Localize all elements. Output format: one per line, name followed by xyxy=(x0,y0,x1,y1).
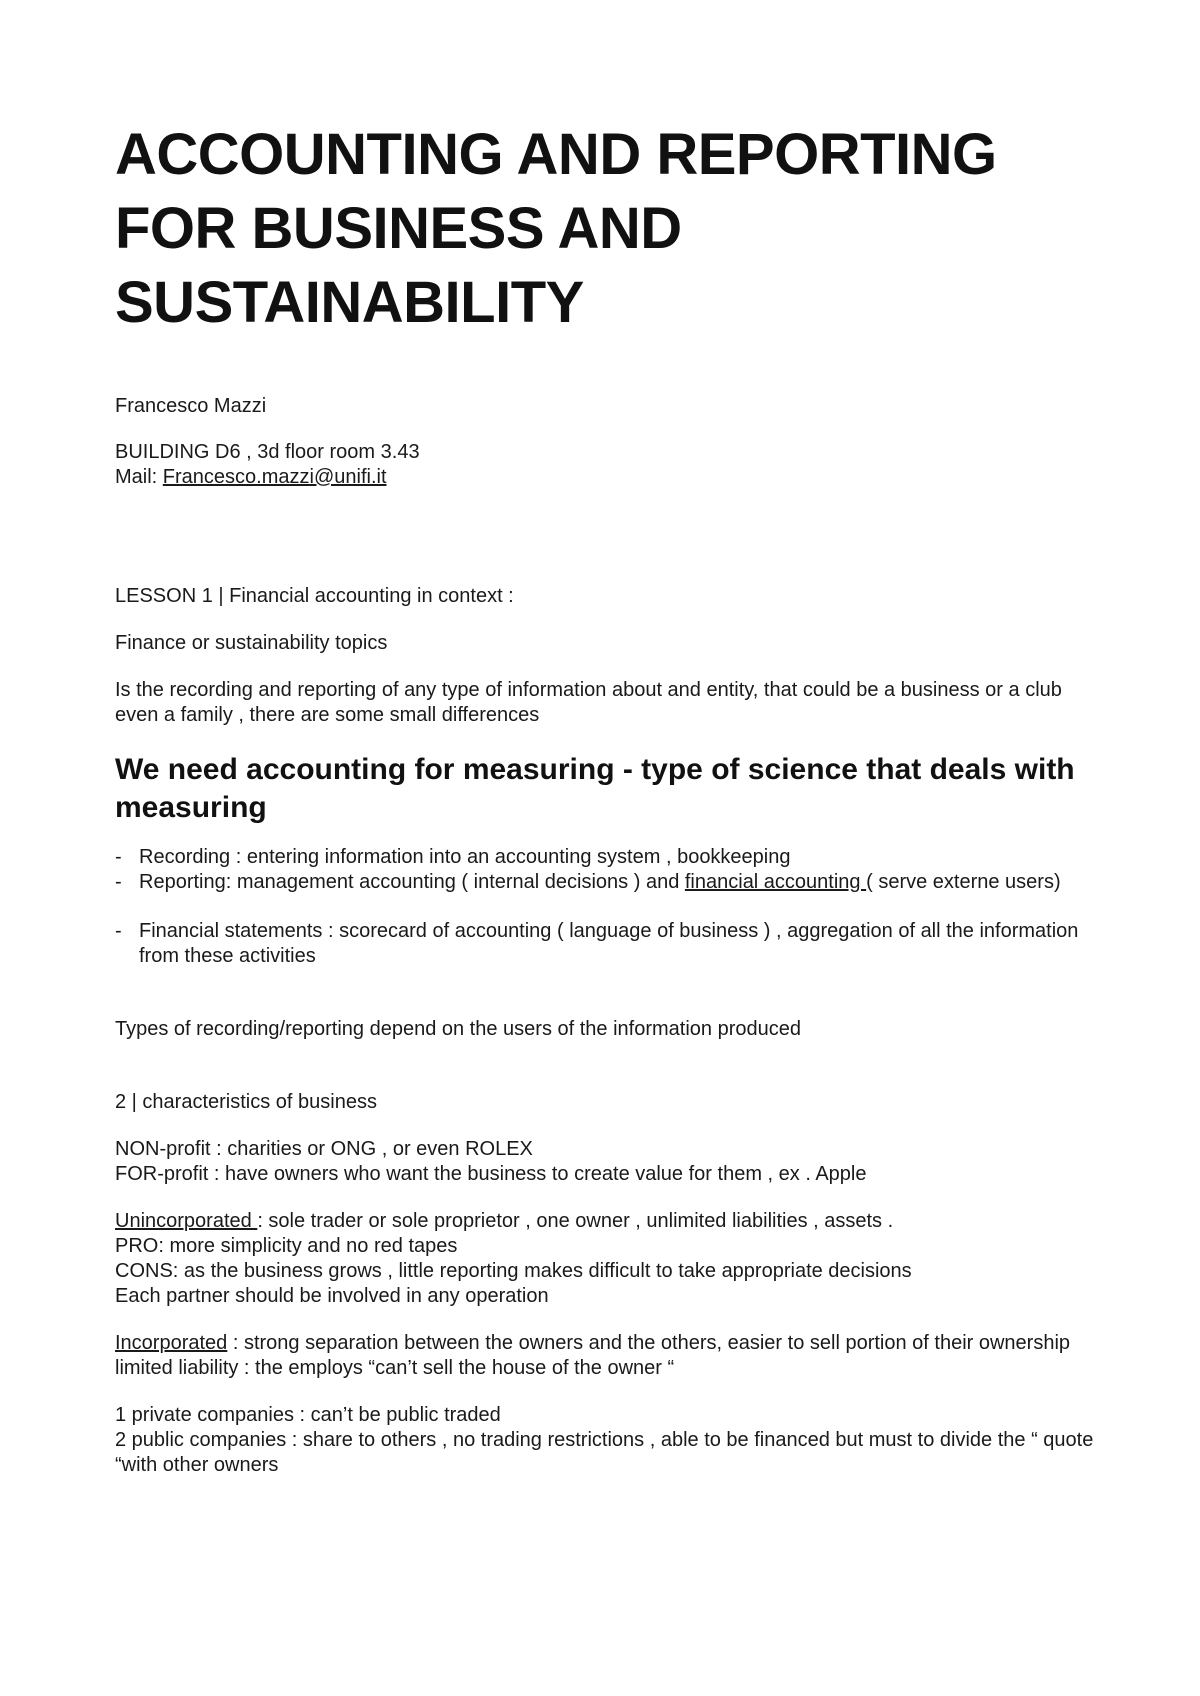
bullet-dash: - xyxy=(115,920,122,942)
financial-accounting-term: financial accounting xyxy=(684,871,867,893)
document-content xyxy=(115,118,1105,1478)
incorporated-rest: : strong separation between the owners and the others, easier to sell portion of their ownership xyxy=(227,1332,1071,1354)
bullet-dash: - xyxy=(115,871,122,893)
profit-block xyxy=(115,1137,1105,1187)
bullet-statements-text: Financial statements : scorecard of accounting ( language of business ) , aggregation of all the information from these activities xyxy=(139,920,1079,967)
document-title xyxy=(115,118,1105,340)
bullet-recording-text: Recording : entering information into an accounting system , bookkeeping xyxy=(139,846,791,868)
mail-link[interactable]: Francesco.mazzi@unifi.it xyxy=(162,466,387,488)
private-companies-line: 1 private companies : can’t be public traded xyxy=(115,1404,501,1426)
bullet-list xyxy=(115,845,1105,969)
forprofit-line: FOR-profit : have owners who want the business to create value for them , ex . Apple xyxy=(115,1163,867,1185)
cons-line: CONS: as the business grows , little reporting makes difficult to take appropriate decisions xyxy=(115,1260,912,1282)
types-paragraph: Types of recording/reporting depend on the users of the information produced xyxy=(115,1018,801,1040)
unincorporated-line xyxy=(115,1209,1105,1234)
bullet-dash: - xyxy=(115,846,122,868)
mail-line xyxy=(115,465,1105,490)
measuring-subheading: We need accounting for measuring - type of science that deals with measuring xyxy=(115,753,1075,824)
partner-line: Each partner should be involved in any operation xyxy=(115,1285,549,1307)
unincorporated-rest: : sole trader or sole proprietor , one owner , unlimited liabilities , assets . xyxy=(257,1210,894,1232)
bullet-reporting xyxy=(115,870,1105,895)
title-line-2: FOR BUSINESS AND xyxy=(115,196,682,261)
public-companies-line: 2 public companies : share to others , no trading restrictions , able to be financed but must to divide the “ quote “with other owners xyxy=(115,1429,1094,1476)
bullet-statements xyxy=(115,919,1105,969)
incorporated-line xyxy=(115,1331,1105,1356)
intro-paragraph: Is the recording and reporting of any type of information about and entity, that could be a business or a club even a family , there are some small differences xyxy=(115,679,1062,726)
bullet-reporting-pre: Reporting: management accounting ( internal decisions ) and xyxy=(139,871,685,893)
pro-line: PRO: more simplicity and no red tapes xyxy=(115,1235,458,1257)
unincorporated-block xyxy=(115,1209,1105,1309)
topics-line: Finance or sustainability topics xyxy=(115,632,388,654)
bullet-recording xyxy=(115,845,1105,870)
bullet-reporting-post: ( serve externe users) xyxy=(866,871,1061,893)
incorporated-term: Incorporated xyxy=(115,1332,228,1354)
contact-block xyxy=(115,440,1105,490)
nonprofit-line: NON-profit : charities or ONG , or even ROLEX xyxy=(115,1138,533,1160)
lesson-heading: LESSON 1 | Financial accounting in context : xyxy=(115,585,514,607)
title-line-1: ACCOUNTING AND REPORTING xyxy=(115,122,997,187)
limited-liability-line: limited liability : the employs “can’t sell the house of the owner “ xyxy=(115,1357,675,1379)
author-name: Francesco Mazzi xyxy=(115,395,267,417)
characteristics-heading: 2 | characteristics of business xyxy=(115,1091,377,1113)
building-info: BUILDING D6 , 3d floor room 3.43 xyxy=(115,441,420,463)
title-line-3: SUSTAINABILITY xyxy=(115,270,584,335)
companies-block xyxy=(115,1403,1105,1478)
mail-label: Mail: xyxy=(115,466,163,488)
unincorporated-term: Unincorporated xyxy=(115,1210,258,1232)
incorporated-block xyxy=(115,1331,1105,1381)
